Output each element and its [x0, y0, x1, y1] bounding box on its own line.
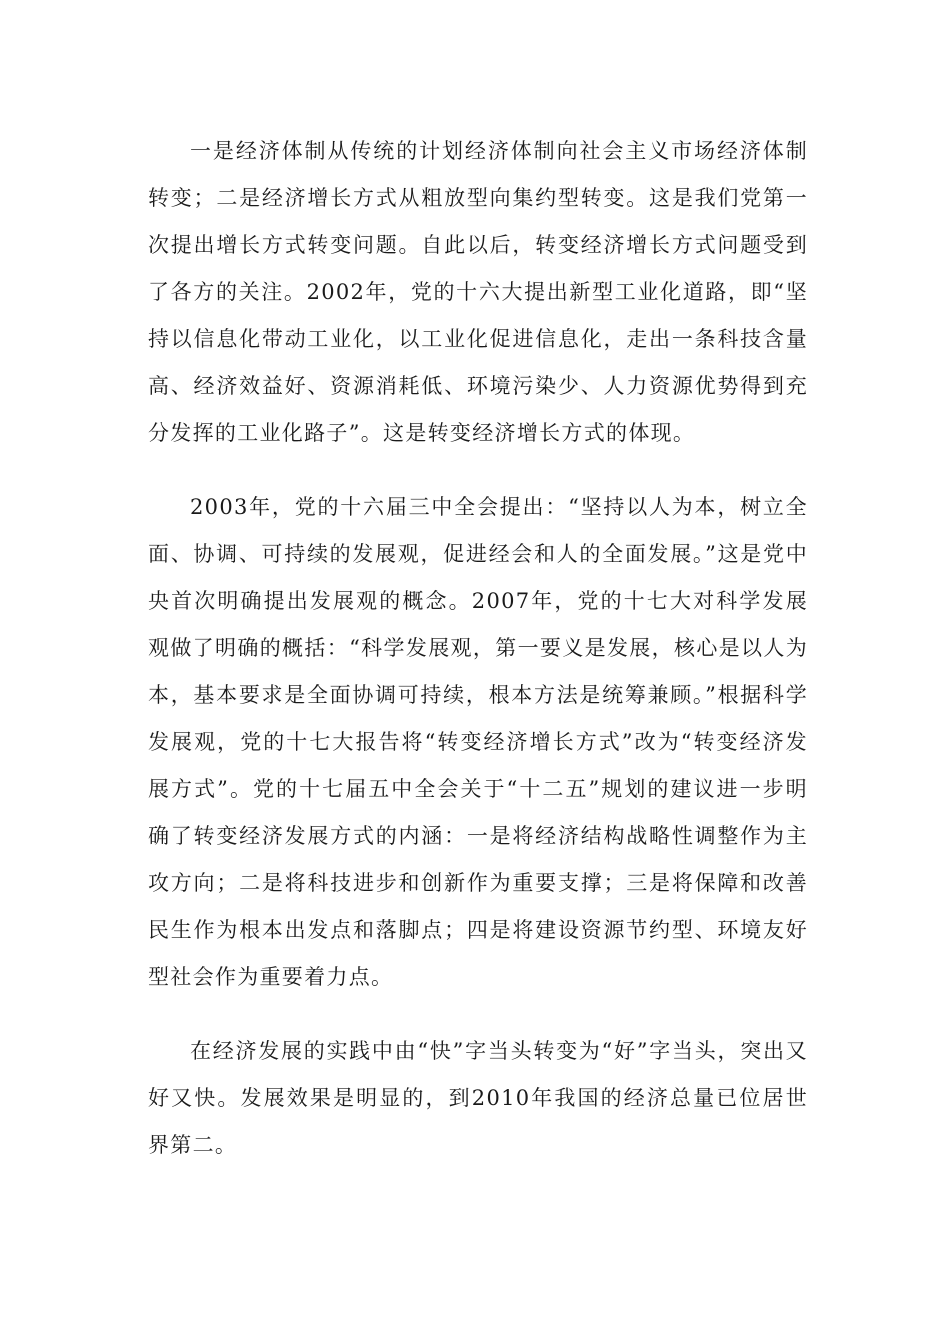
paragraph-development-results: 在经济发展的实践中由“快”字当头转变为“好”字当头，突出又好又快。发展效果是明显的，到2010年我国的经济总量已位居世界第二。	[148, 1039, 808, 1157]
paragraph-scientific-development: 2003年，党的十六届三中全会提出：“坚持以人为本，树立全面、协调、可持续的发展观，促进经会和人的全面发展。”这是党中央首次明确提出发展观的概念。2007年，党的十七大对科学发展观做了明确的概括：“科学发展观，第一要义是发展，核心是以人为本，基本要求是全面协调可持续，根本方法是统筹兼顾。”根据科学发展观，党的十七大报告将“转变经济增长方式”改为“转变经济发展方式”。党的十七届五中全会关于“十二五”规划的建议进一步明确了转变经济发展方式的内涵：一是将经济结构战略性调整作为主攻方向；二是将科技进步和创新作为重要支撑；三是将保障和改善民生作为根本出发点和落脚点；四是将建设资源节约型、环境友好型社会作为重要着力点。	[148, 495, 808, 989]
paragraph-reform-directions: 一是经济体制从传统的计划经济体制向社会主义市场经济体制转变；二是经济增长方式从粗放型向集约型转变。这是我们党第一次提出增长方式转变问题。自此以后，转变经济增长方式问题受到了各方的关注。2002年，党的十六大提出新型工业化道路，即“坚持以信息化带动工业化，以工业化促进信息化，走出一条科技含量高、经济效益好、资源消耗低、环境污染少、人力资源优势得到充分发挥的工业化路子”。这是转变经济增长方式的体现。	[148, 139, 808, 445]
document-body	[148, 128, 808, 1169]
